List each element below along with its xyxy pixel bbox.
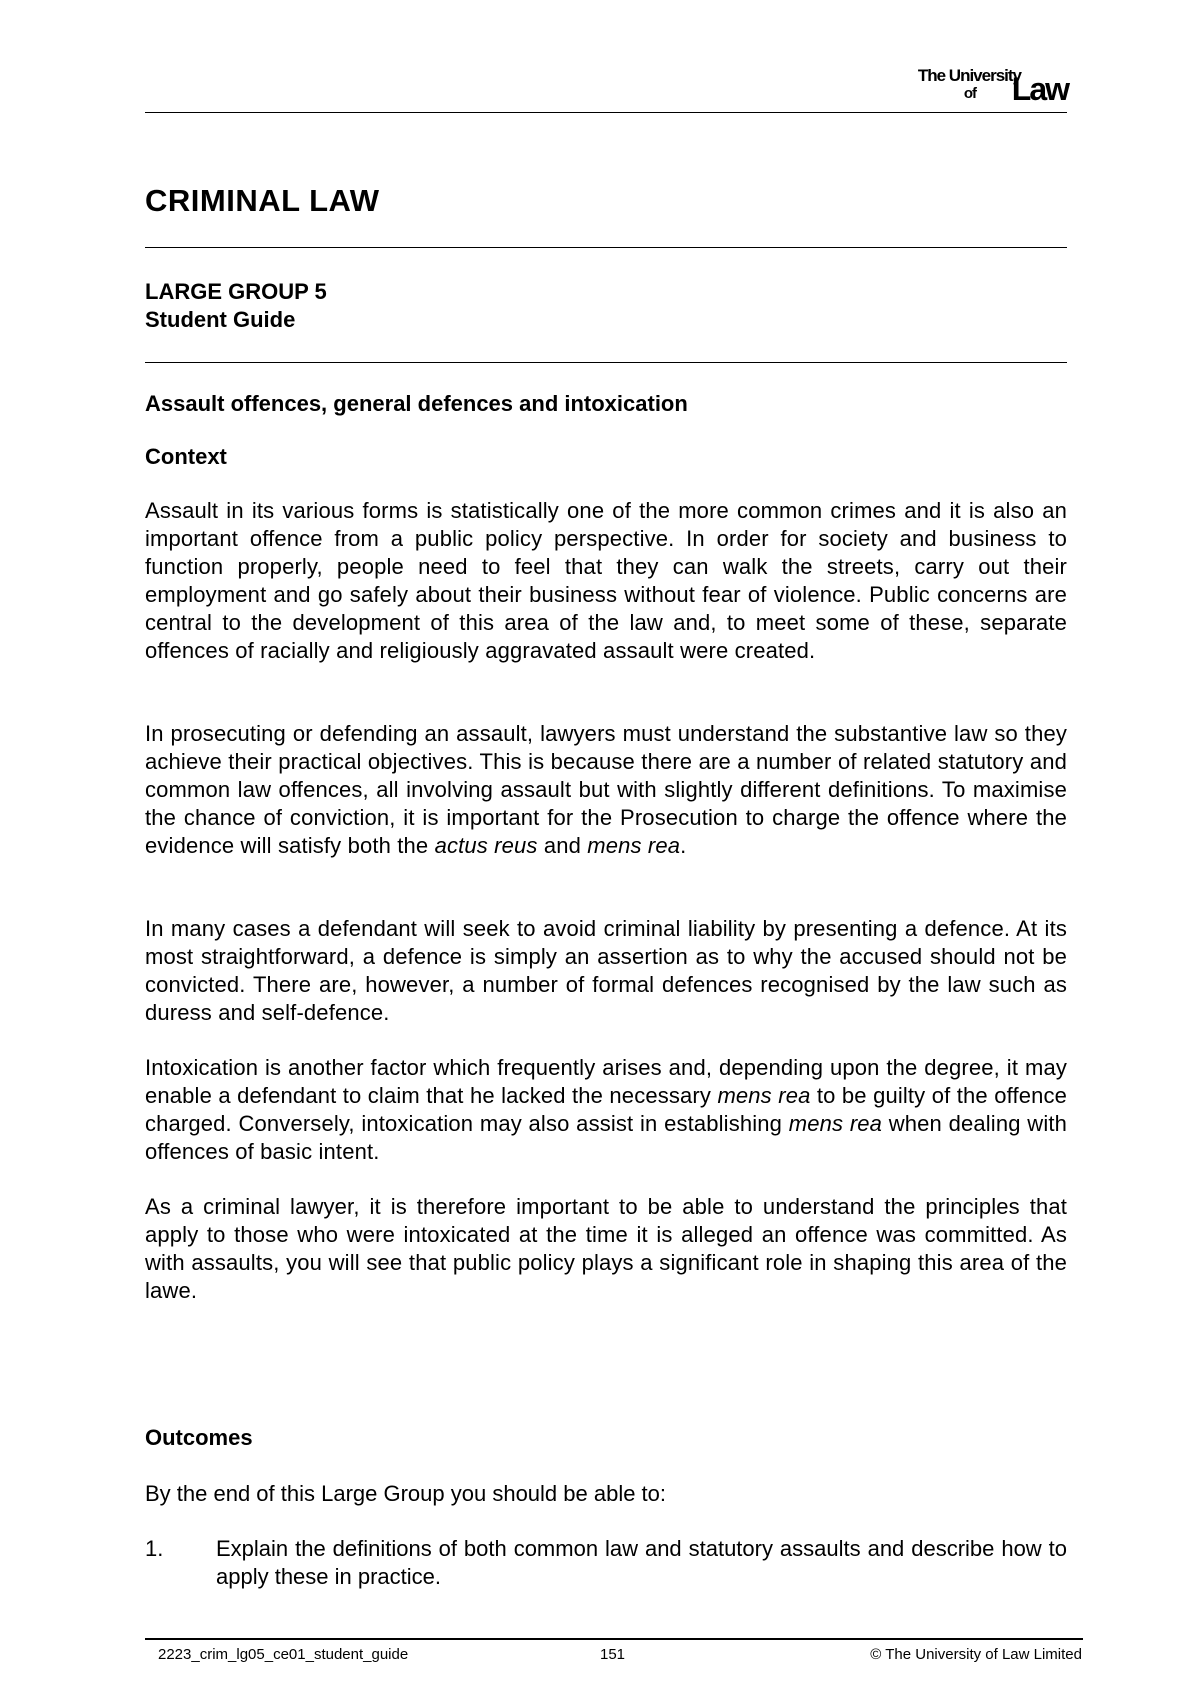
logo-the-university-text: The University [917, 66, 1021, 85]
outcome-number: 1. [145, 1536, 164, 1561]
p2-end: . [680, 833, 687, 858]
context-paragraph-3: In many cases a defendant will seek to avoid criminal liability by presenting a defence. At its most straightforward, a defence is simply an assertion as to why the accused should not be convicted. There are, however, a number of formal defences recognised by the law such as duress and self-defence. [145, 916, 1067, 1025]
subtitle-rule [145, 362, 1067, 363]
university-logo [858, 66, 1068, 106]
context-paragraph-4 [145, 1054, 1067, 1166]
student-guide-label: Student Guide [145, 307, 296, 332]
large-group-label: LARGE GROUP 5 [145, 279, 327, 304]
footer-copyright: © The University of Law Limited [870, 1646, 1082, 1663]
p2-and: and [537, 833, 588, 858]
outcome-text: Explain the definitions of both common law and statutory assaults and describe how to apply these in practice. [216, 1536, 1067, 1589]
mens-rea-italic: mens rea [717, 1083, 811, 1108]
footer-doc-ref: 2223_crim_lg05_ce01_student_guide [158, 1646, 409, 1663]
p4-text-a: Intoxication is another factor which frequently arises and, depending upon the degree, it may enable a defendant to claim that he lacked the necessary [145, 1055, 1067, 1108]
outcomes-intro: By the end of this Large Group you should be able to: [145, 1481, 667, 1506]
logo-law-text: Law [1011, 71, 1068, 107]
context-paragraph-1: Assault in its various forms is statistically one of the more common crimes and it is also an important offence from a public policy perspective. In order for society and business to function properly, people need to feel that they can walk the streets, carry out their employment and go safely about their business without fear of violence. Public concerns are central to the development of this area of the law and, to meet some of these, separate offences of racially and religiously aggravated assault were created. [145, 498, 1067, 663]
topic-heading: Assault offences, general defences and intoxication [145, 391, 688, 416]
footer-rule [145, 1638, 1083, 1640]
title-rule [145, 247, 1067, 248]
context-paragraph-2 [145, 720, 1067, 860]
document-title: CRIMINAL LAW [145, 183, 380, 218]
context-paragraph-5: As a criminal lawyer, it is therefore important to be able to understand the principles that apply to those who were intoxicated at the time it is alleged an offence was committed. As with assaults, you will see that public policy plays a significant role in shaping this area of the lawe. [145, 1194, 1067, 1303]
actus-reus-italic: actus reus [434, 833, 538, 858]
mens-rea-italic: mens rea [587, 833, 681, 858]
footer-page-number: 151 [600, 1646, 626, 1663]
context-heading: Context [145, 444, 227, 469]
logo-of-text: of [963, 85, 976, 102]
p4-text-b: to be guilty of the offence charged. Conversely, intoxication may also assist in establishing [145, 1083, 1068, 1136]
p2-text: In prosecuting or defending an assault, lawyers must understand the substantive law so they achieve their practical objectives. This is because there are a number of related statutory and common law offences, all involving assault but with slightly different definitions. To maximise the chance of conviction, it is important for the Prosecution to charge the offence where the evidence will satisfy both the [145, 721, 1067, 858]
outcomes-heading: Outcomes [145, 1425, 253, 1450]
p4-text-c: when dealing with offences of basic intent. [145, 1111, 1068, 1164]
mens-rea-italic: mens rea [788, 1111, 883, 1136]
header-rule [145, 112, 1067, 113]
